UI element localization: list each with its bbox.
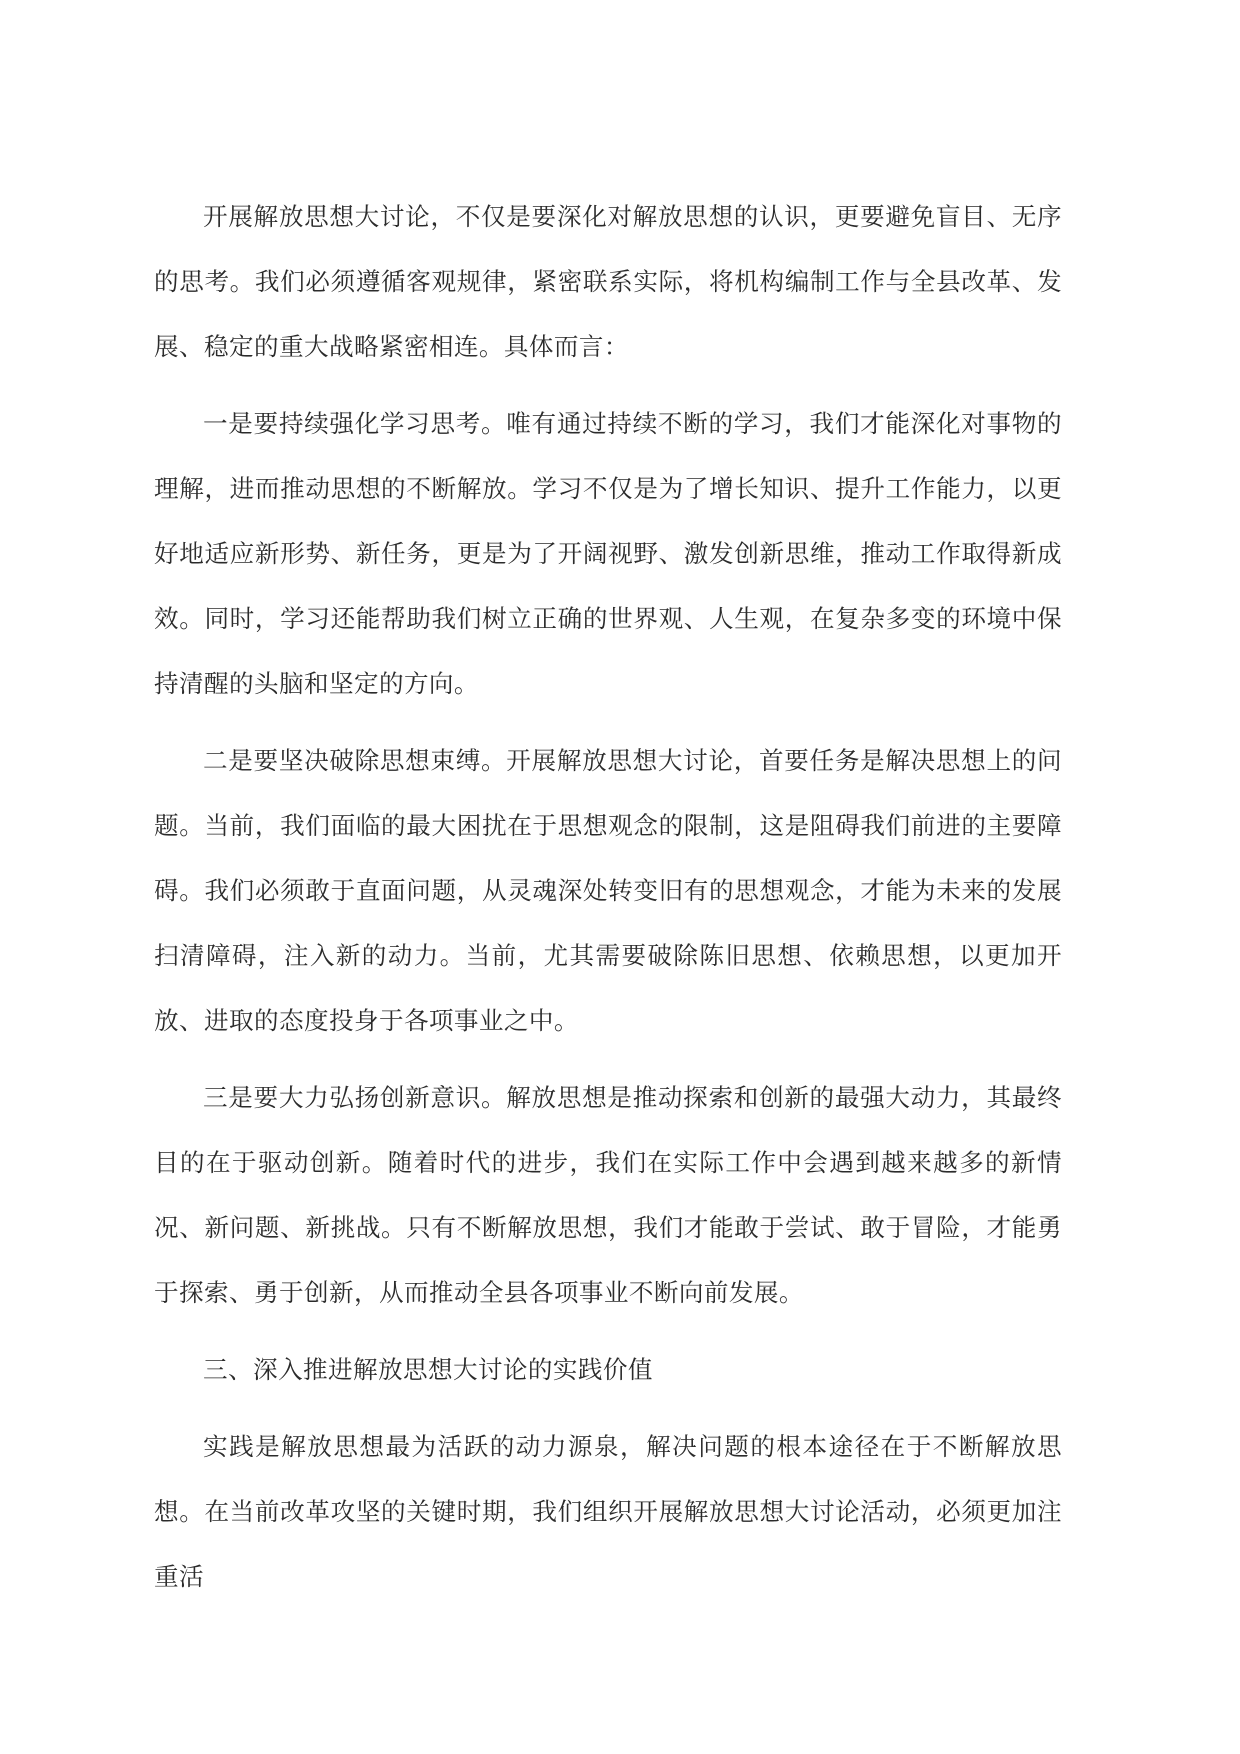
- document-body: [154, 184, 1062, 1609]
- paragraph-point-three: 三是要大力弘扬创新意识。解放思想是推动探索和创新的最强大动力，其最终目的在于驱动创新。随着时代的进步，我们在实际工作中会遇到越来越多的新情况、新问题、新挑战。只有不断解放思想，我们才能敢于尝试、敢于冒险，才能勇于探索、勇于创新，从而推动全县各项事业不断向前发展。: [154, 1083, 1062, 1307]
- section-heading: 三、深入推进解放思想大讨论的实践价值: [203, 1355, 653, 1384]
- paragraph-point-two: 二是要坚决破除思想束缚。开展解放思想大讨论，首要任务是解决思想上的问题。当前，我们面临的最大困扰在于思想观念的限制，这是阻碍我们前进的主要障碍。我们必须敢于直面问题，从灵魂深处转变旧有的思想观念，才能为未来的发展扫清障碍，注入新的动力。当前，尤其需要破除陈旧思想、依赖思想，以更加开放、进取的态度投身于各项事业之中。: [154, 746, 1062, 1035]
- paragraph-intro: 开展解放思想大讨论，不仅是要深化对解放思想的认识，更要避免盲目、无序的思考。我们必须遵循客观规律，紧密联系实际，将机构编制工作与全县改革、发展、稳定的重大战略紧密相连。具体而言：: [154, 202, 1062, 361]
- paragraph-practice: 实践是解放思想最为活跃的动力源泉，解决问题的根本途径在于不断解放思想。在当前改革攻坚的关键时期，我们组织开展解放思想大讨论活动，必须更加注重活: [154, 1432, 1062, 1591]
- paragraph-point-one: 一是要持续强化学习思考。唯有通过持续不断的学习，我们才能深化对事物的理解，进而推动思想的不断解放。学习不仅是为了增长知识、提升工作能力，以更好地适应新形势、新任务，更是为了开阔视野、激发创新思维，推动工作取得新成效。同时，学习还能帮助我们树立正确的世界观、人生观，在复杂多变的环境中保持清醒的头脑和坚定的方向。: [154, 409, 1062, 698]
